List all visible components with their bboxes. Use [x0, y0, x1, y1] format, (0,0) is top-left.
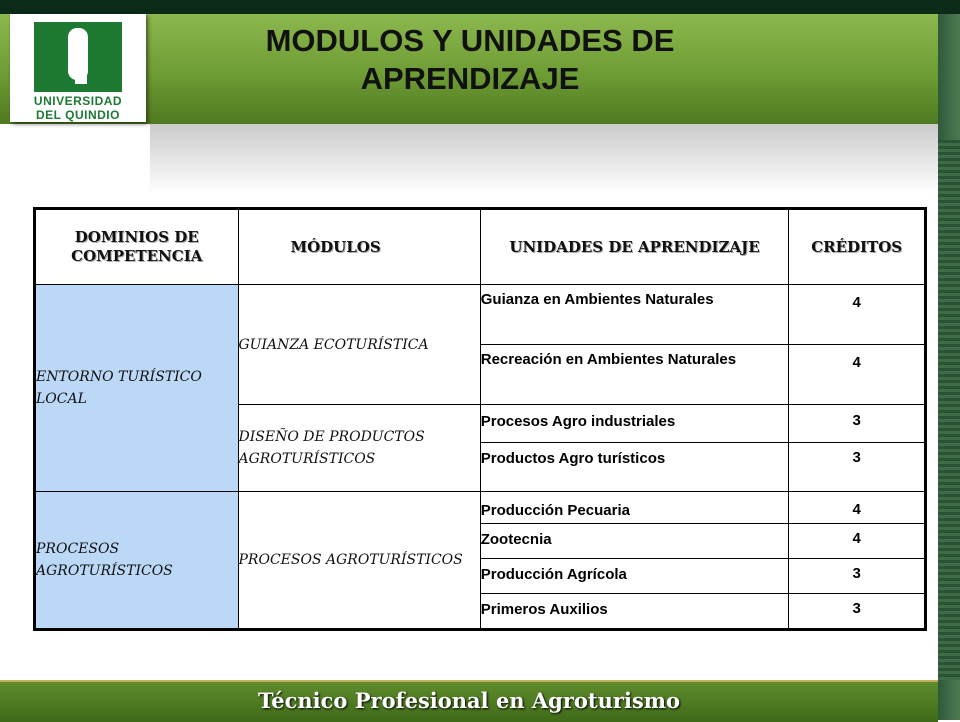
page-title	[150, 22, 790, 98]
table-header-row	[35, 209, 926, 285]
shadow-band	[150, 124, 938, 194]
page-title-line1: MODULOS Y UNIDADES DE	[265, 23, 675, 58]
header-unidades: UNIDADES DE APRENDIZAJE	[480, 209, 789, 285]
credits-cell: 3	[789, 559, 926, 594]
unit-cell: Recreación en Ambientes Naturales	[480, 345, 789, 405]
module-cell: PROCESOS AGROTURÍSTICOS	[238, 492, 480, 630]
domain-cell: PROCESOS AGROTURÍSTICOS	[35, 492, 239, 630]
module-cell: GUIANZA ECOTURÍSTICA	[238, 285, 480, 405]
domain-cell: ENTORNO TURÍSTICO LOCAL	[35, 285, 239, 492]
logo-text-line2: DEL QUINDIO	[36, 108, 120, 122]
logo-text-line1: UNIVERSIDAD	[33, 94, 123, 108]
header-dominios: DOMINIOS DE COMPETENCIA	[35, 209, 239, 285]
unit-cell: Procesos Agro industriales	[480, 405, 789, 443]
header-modulos: MÓDULOS	[238, 209, 480, 285]
university-logo-icon	[32, 20, 124, 94]
page-title-line2: APRENDIZAJE	[360, 61, 580, 96]
credits-cell: 4	[789, 285, 926, 345]
credits-cell: 4	[789, 345, 926, 405]
credits-cell: 3	[789, 594, 926, 630]
table-row	[35, 492, 926, 524]
table-row	[35, 285, 926, 345]
footer-text: Técnico Profesional en Agroturismo	[258, 688, 680, 713]
top-strip	[0, 0, 960, 14]
unit-cell: Primeros Auxilios	[480, 594, 789, 630]
modules-table	[33, 207, 927, 631]
university-logo	[10, 14, 146, 122]
credits-cell: 3	[789, 443, 926, 492]
footer-banner	[0, 680, 938, 722]
right-decorative-stripes	[938, 140, 960, 680]
module-cell: DISEÑO DE PRODUCTOS AGROTURÍSTICOS	[238, 405, 480, 492]
unit-cell: Guianza en Ambientes Naturales	[480, 285, 789, 345]
header-creditos: CRÉDITOS	[789, 209, 926, 285]
credits-cell: 4	[789, 524, 926, 559]
unit-cell: Producción Agrícola	[480, 559, 789, 594]
unit-cell: Zootecnia	[480, 524, 789, 559]
credits-cell: 3	[789, 405, 926, 443]
credits-cell: 4	[789, 492, 926, 524]
header-banner	[0, 14, 960, 124]
unit-cell: Productos Agro turísticos	[480, 443, 789, 492]
unit-cell: Producción Pecuaria	[480, 492, 789, 524]
